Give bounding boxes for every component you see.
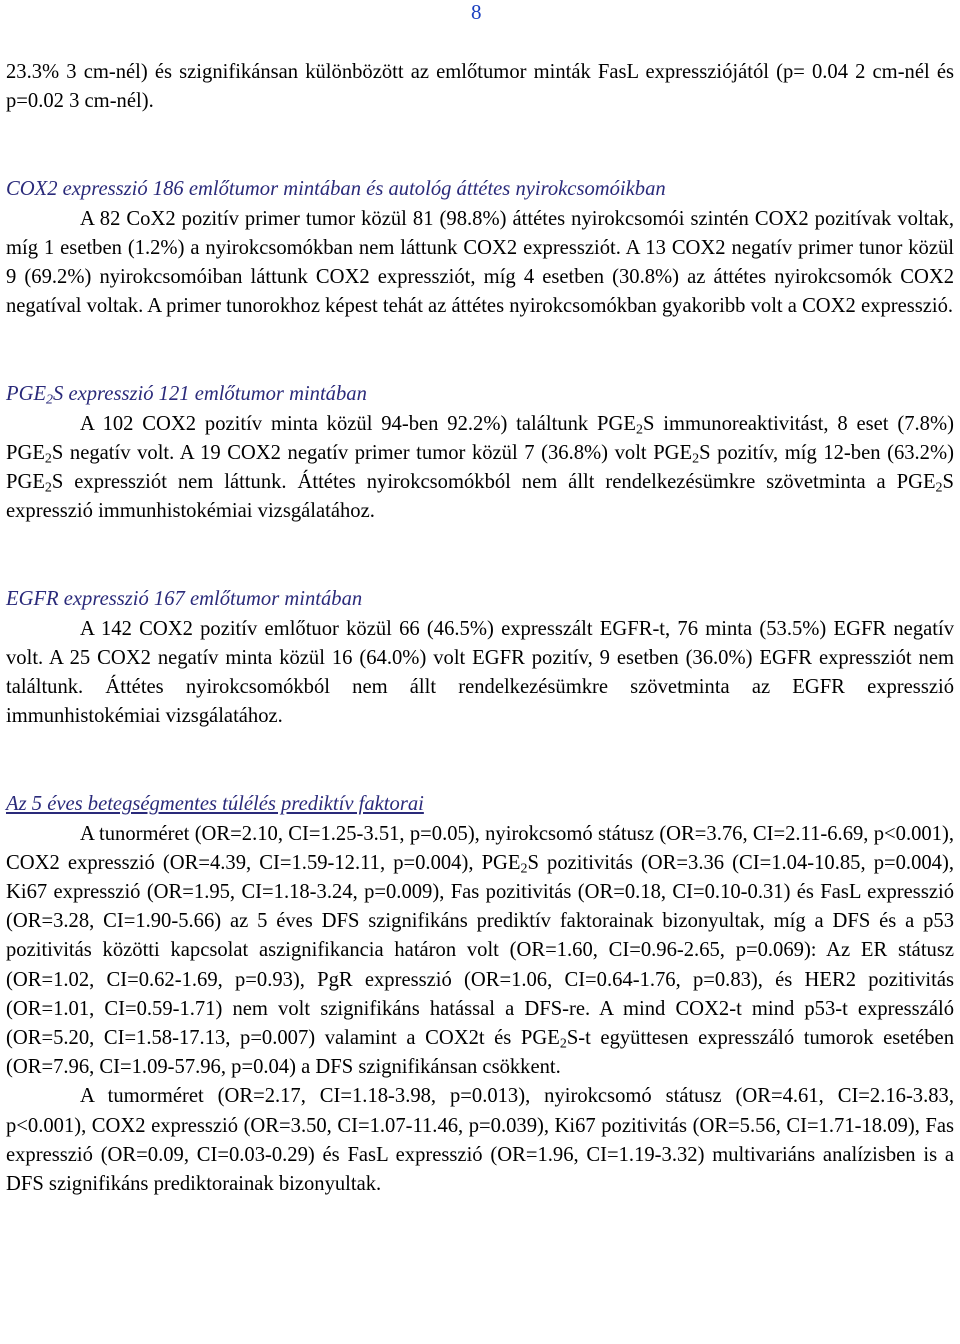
cox2-paragraph-text: A 82 CoX2 pozitív primer tumor közül 81 (98.8%) áttétes nyirokcsomói szintén COX2 pozitívak voltak, míg 1 esetben (1.2%) a nyirokcsomókban nem láttunk COX2 expressziót. A 13 COX2 negatív primer tunor közül 9 (69.2%) nyirokcsomóiban láttunk COX2 expressziót, míg 4 esetben (30.8%) az áttétes nyirokcsomók COX2 negatíval voltak. A primer tunorokhoz képest tehát az áttétes nyirokcsomókban gyakoribb volt a COX2 expresszió. — [6, 207, 954, 318]
dfs-paragraph-multivariate — [6, 1082, 954, 1199]
egfr-section-heading: EGFR expresszió 167 emlőtumor mintában — [6, 588, 363, 611]
cox2-section-heading: COX2 expresszió 186 emlőtumor mintában és autológ áttétes nyirokcsomóikban — [6, 178, 666, 201]
pge2s-text: S expresszió immunhistokémiai vizsgálatához. — [6, 471, 954, 523]
subscript: 2 — [635, 422, 643, 438]
dfs-text: A tunorméret (OR=2.10, CI=1.25-3.51, p=0.05), nyirokcsomó státusz (OR=3.76, CI=2.11-6.69, p<0.001), COX2 expresszió (OR=4.39, CI=1.59-12.11, p=0.004), PGE — [6, 822, 954, 874]
pge2s-heading-text: PGE — [6, 383, 47, 406]
subscript: 2 — [935, 480, 943, 496]
subscript: 2 — [44, 480, 52, 496]
pge2s-heading-text: S expresszió 121 emlőtumor mintában — [53, 383, 367, 406]
pge2s-text: S pozitív, míg 12-ben (63.2%) PGE — [6, 441, 954, 494]
subscript: 2 — [559, 1036, 567, 1052]
pge2s-text: S immunoreaktivitást, 8 eset (7.8%) PGE — [6, 412, 954, 464]
egfr-paragraph — [6, 615, 954, 732]
dfs-text: A tumorméret (OR=2.17, CI=1.18-3.98, p=0.013), nyirokcsomó státusz (OR=4.61, CI=2.16-3.83, p<0.001), COX2 expresszió (OR=3.50, CI=1.07-11.46, p=0.039), Ki67 pozitivitás (OR=5.56, CI=1.71-18.09), Fas expresszió (OR=0.09, CI=0.03-0.29) és FasL expresszió (OR=1.96, CI=1.19-3.32) multivariáns analízisben is a DFS szignifikáns prediktorainak bizonyultak. — [6, 1085, 954, 1196]
pge2s-paragraph — [6, 410, 954, 527]
pge2s-section-heading — [6, 380, 954, 409]
pge2s-text: S expressziót nem láttunk. Áttétes nyirokcsomókból nem állt rendelkezésümkre szövetminta a PGE — [51, 471, 936, 494]
document-body — [6, 58, 954, 1199]
dfs-text: S-t együttesen expresszáló tumorok esetében (OR=7.96, CI=1.09-57.96, p=0.04) a DFS szignifikánsan csökkent. — [6, 1027, 954, 1079]
cox2-paragraph — [6, 205, 954, 322]
subscript: 2 — [692, 451, 700, 467]
dfs-paragraph-univariate — [6, 820, 954, 1083]
subscript: 2 — [520, 861, 528, 877]
subscript: 2 — [44, 451, 52, 467]
dfs-text: S pozitivitás (OR=3.36 (CI=1.04-10.85, p=0.004), Ki67 expresszió (OR=1.95, CI=1.18-3.24, p=0.009), Fas pozitivitás (OR=0.18, CI=0.10-0.31) és FasL expresszió (OR=3.28, CI=1.90-5.66) az 5 éves DFS szignifikáns prediktív faktorainak bizonyultak, míg a DFS és a p53 pozitivitás közötti kapcsolat aszignifikancia határon volt (OR=1.60, CI=0.96-2.65, p=0.069): Az ER státusz (OR=1.02, CI=0.62-1.69, p=0.93), PgR expresszió (OR=1.06, CI=0.64-1.76, p=0.83), és HER2 pozitivitás (OR=1.01, CI=0.59-1.71) nem volt szignifikáns hatással a DFS-re. A mind COX2-t mind p53-t expresszáló (OR=5.20, CI=1.58-17.13, p=0.007) valamint a COX2t és PGE — [6, 851, 954, 1050]
pge2s-text: A 102 COX2 pozitív minta közül 94-ben 92.2%) találtunk PGE — [80, 412, 636, 435]
subscript: 2 — [46, 392, 54, 408]
dfs-section-heading: Az 5 éves betegségmentes túlélés prediktív faktorai — [6, 793, 424, 816]
intro-paragraph: 23.3% 3 cm-nél) és szignifikánsan különbözött az emlőtumor minták FasL expressziójától (p= 0.04 2 cm-nél és p=0.02 3 cm-nél). — [6, 61, 954, 113]
pge2s-text: S negatív volt. A 19 COX2 negatív primer tumor közül 7 (36.8%) volt PGE — [51, 441, 693, 464]
page-number: 8 — [471, 0, 482, 24]
egfr-paragraph-text: A 142 COX2 pozitív emlőtuor közül 66 (46.5%) expresszált EGFR-t, 76 minta (53.5%) EGFR negatív volt. A 25 COX2 negatív minta közül 16 (64.0%) volt EGFR pozitív, 9 esetben (36.0%) EGFR expressziót nem találtunk. Áttétes nyirokcsomókból nem állt rendelkezésümkre szövetminta az EGFR expresszió immunhistokémiai vizsgálatához. — [6, 617, 954, 728]
